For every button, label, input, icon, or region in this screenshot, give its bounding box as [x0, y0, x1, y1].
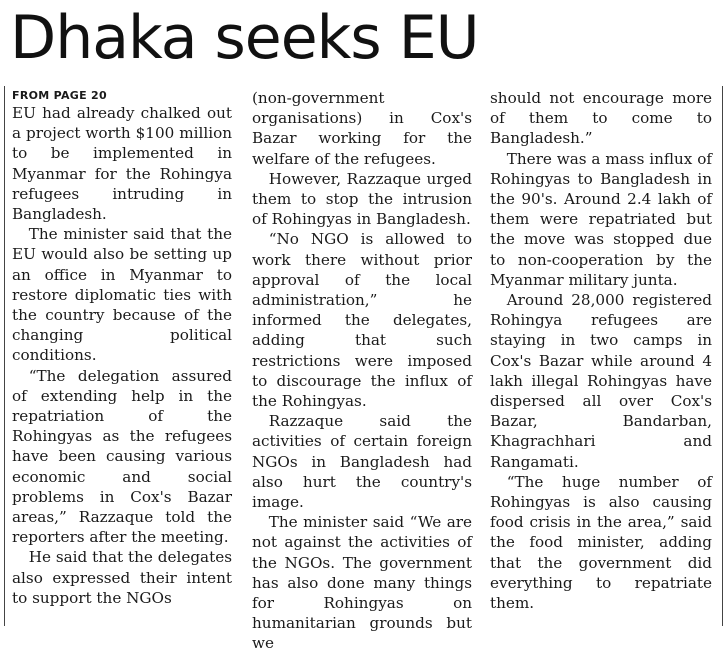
headline: Dhaka seeks EU: [10, 3, 479, 73]
column-rule-right: [722, 86, 723, 626]
paragraph: The minister said “We are not against the activities of the NGOs. The government has also done many things for Rohingyas on humanitarian grounds but we: [252, 513, 472, 653]
paragraph: “The delegation assured of extending help in the repatriation of the Rohingyas as the refugees have been causing various economic and social problems in Cox's Bazar areas,” Razzaque told the reporters after the meeting.: [12, 366, 232, 547]
paragraph: Around 28,000 registered Rohingya refugees are staying in two camps in Cox's Bazar while around 4 lakh illegal Rohingyas have dispersed all over Cox's Bazar, Bandarban, Khagrachhari and Rangamati.: [490, 291, 712, 471]
article-column-2: [252, 88, 472, 654]
paragraph: “No NGO is allowed to work there without prior approval of the local administration,” he informed the delegates, adding that such restrictions were imposed to discourage the influx of the Rohingyas.: [252, 230, 472, 411]
paragraph: Razzaque said the activities of certain foreign NGOs in Bangladesh had also hurt the country's image.: [252, 412, 472, 512]
paragraph: He said that the delegates also expressed their intent to support the NGOs: [12, 548, 232, 607]
paragraph: EU had already chalked out a project worth $100 million to be implemented in Myanmar for the Rohingya refugees intruding in Bangladesh.: [12, 104, 232, 224]
paragraph: The minister said that the EU would also be setting up an office in Myanmar to restore diplomatic ties with the country because of the changing political conditions.: [12, 225, 232, 365]
paragraph: However, Razzaque urged them to stop the intrusion of Rohingyas in Bangladesh.: [252, 169, 472, 229]
column-rule-left: [4, 86, 5, 626]
dateline: FROM PAGE 20: [12, 89, 107, 102]
paragraph: (non-government organisations) in Cox's Bazar working for the welfare of the refugees.: [252, 89, 472, 168]
paragraph: should not encourage more of them to come to Bangladesh.”: [490, 89, 712, 148]
paragraph: “The huge number of Rohingyas is also causing food crisis in the area,” said the food minister, adding that the government did everything to repatriate them.: [490, 472, 712, 613]
article-column-3: [490, 88, 712, 613]
article-column-1: [12, 88, 232, 608]
paragraph: There was a mass influx of Rohingyas to Bangladesh in the 90's. Around 2.4 lakh of them were repatriated but the move was stopped due to non-cooperation by the Myanmar military junta.: [490, 149, 712, 289]
